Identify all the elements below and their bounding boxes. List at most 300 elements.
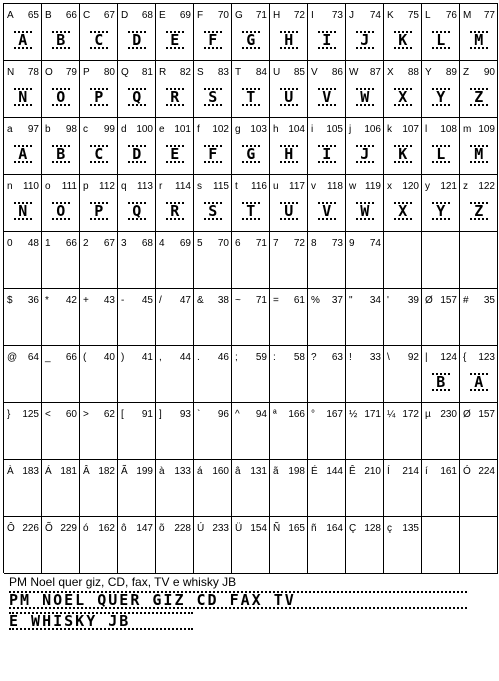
- char-label: [7, 466, 39, 477]
- char-cell: [270, 232, 308, 289]
- char-cell: [308, 346, 346, 403]
- char-code: 110: [23, 181, 39, 192]
- char-symbol: Á: [45, 466, 52, 477]
- char-symbol: ¼: [387, 409, 396, 420]
- char-code: 87: [369, 67, 381, 78]
- char-label: [159, 238, 191, 249]
- char-cell: [42, 118, 80, 175]
- font-glyph: E: [166, 145, 184, 163]
- char-code: 94: [255, 409, 267, 420]
- char-symbol: d: [121, 124, 127, 135]
- char-symbol: h: [273, 124, 279, 135]
- char-symbol: ç: [387, 523, 392, 534]
- char-code: 171: [364, 409, 381, 420]
- font-glyph: X: [394, 88, 412, 106]
- char-symbol: 5: [197, 238, 203, 249]
- char-label: [159, 352, 191, 363]
- char-code: 83: [217, 67, 229, 78]
- char-code: 105: [326, 124, 343, 135]
- char-cell: [42, 4, 80, 61]
- char-symbol: \: [387, 352, 390, 363]
- char-code: 224: [478, 466, 495, 477]
- char-code: 121: [440, 181, 457, 192]
- char-code: 88: [407, 67, 419, 78]
- char-symbol: 7: [273, 238, 279, 249]
- char-label: [349, 466, 381, 477]
- char-symbol: S: [197, 67, 204, 78]
- char-cell: [80, 289, 118, 346]
- char-cell: [384, 289, 422, 346]
- char-label: [235, 409, 267, 420]
- char-cell: [308, 118, 346, 175]
- char-label: [387, 181, 419, 192]
- char-label: [45, 295, 77, 306]
- char-code: 90: [483, 67, 495, 78]
- char-code: 68: [141, 238, 153, 249]
- char-code: 69: [179, 10, 191, 21]
- char-code: 147: [136, 523, 153, 534]
- char-cell: [80, 346, 118, 403]
- char-code: 125: [22, 409, 39, 420]
- char-label: [463, 352, 495, 363]
- font-glyph: N: [14, 88, 32, 106]
- char-cell: [118, 517, 156, 574]
- char-symbol: w: [349, 181, 357, 192]
- char-label: [349, 238, 381, 249]
- char-code: 124: [440, 352, 457, 363]
- char-symbol: Ê: [349, 466, 356, 477]
- font-glyph: A: [14, 31, 32, 49]
- char-symbol: -: [121, 295, 125, 306]
- char-symbol: X: [387, 67, 394, 78]
- char-symbol: e: [159, 124, 165, 135]
- char-symbol: 3: [121, 238, 127, 249]
- char-cell: [80, 61, 118, 118]
- char-cell: [156, 289, 194, 346]
- char-symbol: Ô: [7, 523, 15, 534]
- char-code: 66: [65, 10, 77, 21]
- char-label: [83, 466, 115, 477]
- font-glyph: T: [242, 88, 260, 106]
- char-code: 36: [27, 295, 39, 306]
- char-label: [387, 67, 419, 78]
- char-cell: [118, 346, 156, 403]
- char-code: 74: [369, 10, 381, 21]
- char-label: [311, 181, 343, 192]
- char-code: 226: [22, 523, 39, 534]
- char-cell: [4, 4, 42, 61]
- char-cell: [460, 4, 498, 61]
- char-symbol: V: [311, 67, 318, 78]
- char-cell: [422, 289, 460, 346]
- font-glyph: P: [90, 88, 108, 106]
- char-cell: [118, 61, 156, 118]
- char-cell: [346, 61, 384, 118]
- char-cell: [42, 460, 80, 517]
- font-glyph: Y: [432, 202, 450, 220]
- char-label: [235, 523, 267, 534]
- char-symbol: x: [387, 181, 392, 192]
- char-symbol: ": [349, 295, 353, 306]
- char-symbol: N: [7, 67, 15, 78]
- char-cell: [232, 175, 270, 232]
- char-code: 164: [326, 523, 343, 534]
- char-label: [83, 409, 115, 420]
- char-symbol: Õ: [45, 523, 53, 534]
- char-code: 71: [255, 10, 267, 21]
- char-code: 70: [217, 10, 229, 21]
- char-cell: [156, 232, 194, 289]
- font-glyph: W: [356, 88, 374, 106]
- char-code: 115: [213, 181, 229, 192]
- font-glyph: K: [394, 31, 412, 49]
- char-symbol: Ó: [463, 466, 471, 477]
- char-label: [311, 10, 343, 21]
- char-cell: [460, 517, 498, 574]
- char-code: 172: [402, 409, 419, 420]
- char-cell: [270, 118, 308, 175]
- char-symbol: ;: [235, 352, 238, 363]
- char-label: [7, 295, 39, 306]
- char-cell: [4, 346, 42, 403]
- char-code: 76: [445, 10, 457, 21]
- font-glyph: M: [470, 31, 488, 49]
- char-cell: [156, 346, 194, 403]
- char-label: [197, 523, 229, 534]
- char-label: [235, 295, 267, 306]
- char-symbol: 8: [311, 238, 317, 249]
- char-symbol: o: [45, 181, 51, 192]
- char-symbol: Y: [425, 67, 432, 78]
- sample-glyph-line-1: PM NOEL QUER GIZ CD FAX TV: [9, 591, 467, 609]
- char-code: 40: [103, 352, 115, 363]
- char-symbol: ,: [159, 352, 162, 363]
- sample-glyph-line-2: E WHISKY JB: [9, 612, 193, 630]
- char-label: [197, 238, 229, 249]
- char-label: [387, 523, 419, 534]
- char-symbol: F: [197, 10, 204, 21]
- char-symbol: M: [463, 10, 472, 21]
- char-label: [45, 352, 77, 363]
- char-symbol: Ç: [349, 523, 357, 534]
- char-symbol: À: [7, 466, 14, 477]
- char-label: [387, 124, 419, 135]
- char-label: [463, 466, 495, 477]
- char-label: [83, 352, 115, 363]
- char-cell: [384, 346, 422, 403]
- char-cell: [308, 61, 346, 118]
- font-glyph: Z: [470, 88, 488, 106]
- char-code: 42: [65, 295, 77, 306]
- char-label: [463, 409, 495, 420]
- char-symbol: á: [197, 466, 203, 477]
- font-glyph: H: [280, 145, 298, 163]
- char-label: [463, 124, 495, 135]
- char-symbol: É: [311, 466, 318, 477]
- char-label: [273, 10, 305, 21]
- char-symbol: ó: [83, 523, 89, 534]
- char-symbol: g: [235, 124, 241, 135]
- char-code: 72: [293, 10, 305, 21]
- char-code: 106: [364, 124, 381, 135]
- font-glyph: S: [204, 88, 222, 106]
- font-glyph: H: [280, 31, 298, 49]
- char-symbol: m: [463, 124, 472, 135]
- char-label: [311, 409, 343, 420]
- char-cell: [156, 175, 194, 232]
- char-code: 157: [478, 409, 495, 420]
- char-cell: [308, 403, 346, 460]
- char-symbol: â: [235, 466, 241, 477]
- char-code: 229: [60, 523, 77, 534]
- char-symbol: (: [83, 352, 87, 363]
- char-code: 45: [141, 295, 153, 306]
- char-code: 69: [179, 238, 191, 249]
- char-symbol: Â: [83, 466, 90, 477]
- char-code: 118: [327, 181, 343, 192]
- char-label: [273, 124, 305, 135]
- font-glyph: L: [432, 145, 450, 163]
- char-code: 122: [478, 181, 495, 192]
- char-cell: [156, 118, 194, 175]
- char-code: 67: [103, 238, 115, 249]
- char-symbol: j: [349, 124, 352, 135]
- char-symbol: E: [159, 10, 166, 21]
- char-code: 112: [99, 181, 115, 192]
- char-code: 123: [478, 352, 495, 363]
- char-code: 39: [407, 295, 419, 306]
- char-cell: [156, 403, 194, 460]
- char-code: 89: [445, 67, 457, 78]
- char-symbol: ½: [349, 409, 358, 420]
- char-cell: [194, 4, 232, 61]
- char-cell: [460, 289, 498, 346]
- char-code: 77: [483, 10, 495, 21]
- char-label: [159, 67, 191, 78]
- char-symbol: L: [425, 10, 431, 21]
- char-symbol: r: [159, 181, 163, 192]
- char-code: 135: [402, 523, 419, 534]
- char-code: 116: [251, 181, 267, 192]
- char-label: [387, 295, 419, 306]
- char-code: 160: [212, 466, 229, 477]
- character-map-grid: [3, 3, 498, 573]
- char-code: 97: [27, 124, 39, 135]
- char-code: 102: [212, 124, 229, 135]
- char-label: [273, 409, 305, 420]
- char-cell: [308, 4, 346, 61]
- char-cell: [460, 118, 498, 175]
- char-code: 73: [331, 10, 343, 21]
- char-code: 47: [179, 295, 191, 306]
- font-glyph: K: [394, 145, 412, 163]
- char-cell: [80, 517, 118, 574]
- char-code: 165: [288, 523, 305, 534]
- char-cell: [308, 460, 346, 517]
- char-code: 128: [364, 523, 381, 534]
- font-glyph: Q: [128, 88, 146, 106]
- char-cell: [80, 232, 118, 289]
- char-symbol: {: [463, 352, 467, 363]
- char-cell: [270, 460, 308, 517]
- char-symbol: ^: [235, 409, 240, 420]
- char-label: [463, 67, 495, 78]
- char-symbol: a: [7, 124, 13, 135]
- char-cell: [118, 118, 156, 175]
- char-cell: [270, 4, 308, 61]
- char-symbol: ]: [159, 409, 162, 420]
- char-label: [83, 124, 115, 135]
- char-cell: [346, 118, 384, 175]
- font-glyph: E: [166, 31, 184, 49]
- char-symbol: B: [45, 10, 52, 21]
- char-cell: [384, 61, 422, 118]
- char-code: 114: [175, 181, 191, 192]
- char-cell: [232, 346, 270, 403]
- char-cell: [118, 232, 156, 289]
- char-cell: [422, 175, 460, 232]
- char-code: 79: [65, 67, 77, 78]
- char-code: 120: [402, 181, 419, 192]
- char-cell: [384, 232, 422, 289]
- char-cell: [194, 289, 232, 346]
- char-label: [349, 10, 381, 21]
- char-code: 157: [440, 295, 457, 306]
- char-cell: [42, 175, 80, 232]
- char-symbol: Ø: [425, 295, 433, 306]
- sample-caption: PM Noel quer giz, CD, fax, TV e whisky JB: [9, 575, 237, 589]
- char-cell: [270, 403, 308, 460]
- font-glyph: U: [280, 202, 298, 220]
- char-code: 99: [103, 124, 115, 135]
- font-glyph: W: [356, 202, 374, 220]
- char-code: 59: [255, 352, 267, 363]
- font-glyph: P: [90, 202, 108, 220]
- char-cell: [194, 118, 232, 175]
- char-cell: [232, 4, 270, 61]
- char-cell: [42, 346, 80, 403]
- char-cell: [270, 61, 308, 118]
- font-glyph: L: [432, 31, 450, 49]
- char-cell: [346, 403, 384, 460]
- char-symbol: G: [235, 10, 243, 21]
- char-symbol: K: [387, 10, 394, 21]
- char-label: [121, 181, 153, 192]
- char-symbol: #: [463, 295, 469, 306]
- char-code: 38: [217, 295, 229, 306]
- char-label: [235, 466, 267, 477]
- char-code: 61: [293, 295, 305, 306]
- char-label: [387, 10, 419, 21]
- char-cell: [346, 175, 384, 232]
- char-symbol: Ã: [121, 466, 128, 477]
- char-code: 199: [136, 466, 153, 477]
- char-symbol: `: [197, 409, 201, 420]
- char-symbol: 6: [235, 238, 241, 249]
- font-glyph: Q: [128, 202, 146, 220]
- char-code: 233: [212, 523, 229, 534]
- char-symbol: f: [197, 124, 200, 135]
- char-label: [349, 523, 381, 534]
- char-cell: [422, 232, 460, 289]
- font-glyph: A: [14, 145, 32, 163]
- char-symbol: [: [121, 409, 124, 420]
- char-cell: [422, 460, 460, 517]
- char-symbol: T: [235, 67, 242, 78]
- char-symbol: 0: [7, 238, 13, 249]
- char-cell: [118, 460, 156, 517]
- char-label: [235, 124, 267, 135]
- char-code: 214: [402, 466, 419, 477]
- char-code: 86: [331, 67, 343, 78]
- char-symbol: P: [83, 67, 90, 78]
- char-symbol: 9: [349, 238, 355, 249]
- char-cell: [42, 232, 80, 289]
- char-cell: [384, 4, 422, 61]
- char-code: 33: [369, 352, 381, 363]
- char-label: [197, 67, 229, 78]
- char-cell: [346, 232, 384, 289]
- font-glyph: T: [242, 202, 260, 220]
- char-symbol: °: [311, 409, 315, 420]
- char-code: 34: [369, 295, 381, 306]
- char-cell: [194, 175, 232, 232]
- char-code: 91: [141, 409, 153, 420]
- char-label: [425, 295, 457, 306]
- char-label: [121, 295, 153, 306]
- char-cell: [42, 517, 80, 574]
- char-label: [83, 67, 115, 78]
- char-symbol: /: [159, 295, 162, 306]
- char-label: [45, 238, 77, 249]
- char-cell: [80, 403, 118, 460]
- char-label: [463, 295, 495, 306]
- char-cell: [118, 289, 156, 346]
- char-cell: [194, 232, 232, 289]
- char-label: [159, 10, 191, 21]
- char-code: 144: [326, 466, 343, 477]
- char-code: 113: [137, 181, 153, 192]
- char-code: 81: [141, 67, 153, 78]
- char-code: 93: [179, 409, 191, 420]
- font-glyph: R: [166, 202, 184, 220]
- char-symbol: 1: [45, 238, 51, 249]
- char-label: [235, 181, 267, 192]
- char-code: 198: [288, 466, 305, 477]
- char-symbol: O: [45, 67, 53, 78]
- char-cell: [460, 460, 498, 517]
- char-code: 154: [250, 523, 267, 534]
- char-code: 73: [331, 238, 343, 249]
- char-symbol: Í: [387, 466, 390, 477]
- char-cell: [118, 175, 156, 232]
- char-label: [425, 466, 457, 477]
- font-glyph: B: [52, 145, 70, 163]
- char-symbol: ª: [273, 409, 277, 420]
- char-code: 101: [174, 124, 191, 135]
- char-code: 71: [255, 295, 267, 306]
- char-code: 111: [61, 181, 77, 192]
- char-label: [349, 124, 381, 135]
- char-code: 48: [27, 238, 39, 249]
- char-cell: [4, 289, 42, 346]
- font-glyph: J: [356, 145, 374, 163]
- char-symbol: I: [311, 10, 314, 21]
- char-label: [159, 295, 191, 306]
- char-code: 66: [65, 352, 77, 363]
- char-label: [159, 523, 191, 534]
- char-label: [273, 181, 305, 192]
